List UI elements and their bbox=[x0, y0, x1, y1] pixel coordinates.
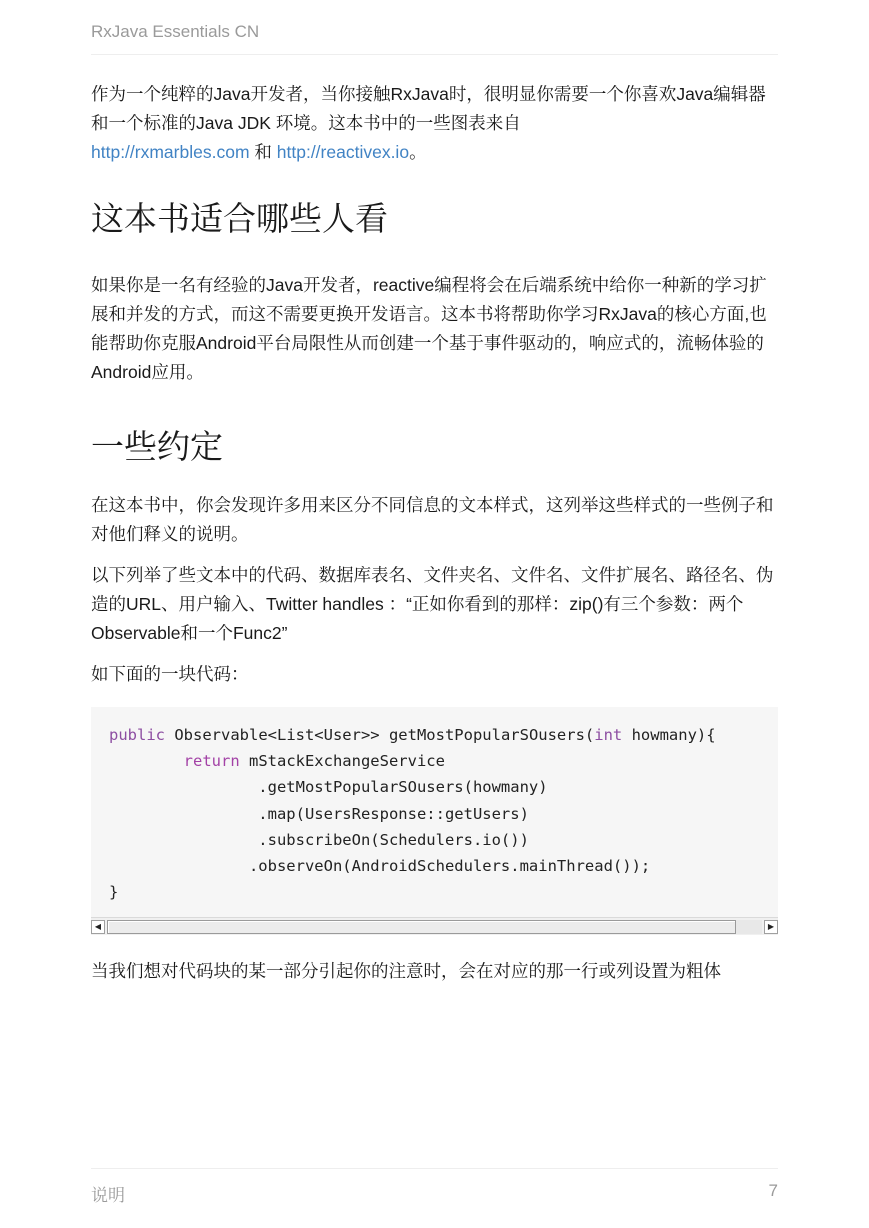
reactivex-link[interactable]: http://reactivex.io bbox=[276, 142, 410, 162]
footer-section-name: 说明 bbox=[91, 1186, 125, 1205]
scroll-left-arrow-icon[interactable]: ◀ bbox=[91, 920, 105, 934]
code-indent bbox=[109, 752, 184, 770]
code-block bbox=[91, 707, 778, 935]
code-line-3: .getMostPopularSOusers(howmany) bbox=[109, 778, 548, 797]
code-line-6: .observeOn(AndroidSchedulers.mainThread()); bbox=[109, 857, 651, 876]
page-header bbox=[91, 20, 778, 55]
conventions-heading: 一些约定 bbox=[91, 427, 223, 466]
code-listing bbox=[91, 707, 778, 917]
audience-paragraph: 如果你是一名有经验的Java开发者，reactive编程将会在后端系统中给你一种新的学习扩展和并发的方式，而这不需要更换开发语言。这本书将帮助你学习RxJava的核心方面,也能帮助你克服Android平台局限性从而创建一个基于事件驱动的，响应式的，流畅体验的Android应用。 bbox=[91, 275, 767, 382]
page-footer bbox=[91, 1168, 778, 1209]
code-line-7: } bbox=[109, 883, 119, 902]
code-horizontal-scrollbar[interactable] bbox=[91, 917, 778, 935]
code-keyword-public: public bbox=[109, 726, 165, 744]
page-content bbox=[91, 80, 778, 986]
book-title: RxJava Essentials CN bbox=[91, 22, 260, 41]
rxmarbles-link[interactable]: http://rxmarbles.com bbox=[91, 142, 250, 162]
code-line-5: .subscribeOn(Schedulers.io()) bbox=[109, 830, 529, 849]
conventions-paragraph-2: 以下列举了些文本中的代码、数据库表名、文件夹名、文件名、文件扩展名、路径名、伪造的URL、用户输入、Twitter handles ：“正如你看到的那样：zip()有三个参数：两个Observable和一个Func2” bbox=[91, 565, 774, 643]
audience-heading: 这本书适合哪些人看 bbox=[91, 199, 388, 238]
scrollbar-thumb[interactable] bbox=[107, 920, 736, 934]
conventions-paragraph-1: 在这本书中，你会发现许多用来区分不同信息的文本样式，这列举这些样式的一些例子和对他们释义的说明。 bbox=[91, 495, 774, 544]
scroll-right-arrow-icon[interactable]: ▶ bbox=[764, 920, 778, 934]
code-line-2-rest: mStackExchangeService bbox=[239, 752, 445, 771]
code-keyword-return: return bbox=[183, 752, 240, 771]
intro-and: 和 bbox=[249, 142, 277, 162]
code-line-4: .map(UsersResponse::getUsers) bbox=[109, 804, 529, 823]
scrollbar-track[interactable] bbox=[107, 920, 762, 934]
page-number: 7 bbox=[768, 1181, 778, 1200]
intro-end: 。 bbox=[409, 142, 427, 162]
conventions-paragraph-4: 当我们想对代码块的某一部分引起你的注意时，会在对应的那一行或列设置为粗体 bbox=[91, 961, 721, 982]
conventions-paragraph-3: 如下面的一块代码： bbox=[91, 664, 249, 684]
intro-paragraph bbox=[91, 80, 778, 167]
code-line-1-rest: Observable<List<User>> getMostPopularSOusers( bbox=[165, 726, 595, 744]
intro-text: 作为一个纯粹的Java开发者，当你接触RxJava时，很明显你需要一个你喜欢Java编辑器和一个标准的Java JDK 环境。这本书中的一些图表来自 bbox=[91, 84, 766, 133]
code-line-1-end: howmany){ bbox=[622, 726, 716, 744]
code-keyword-int: int bbox=[594, 726, 623, 744]
